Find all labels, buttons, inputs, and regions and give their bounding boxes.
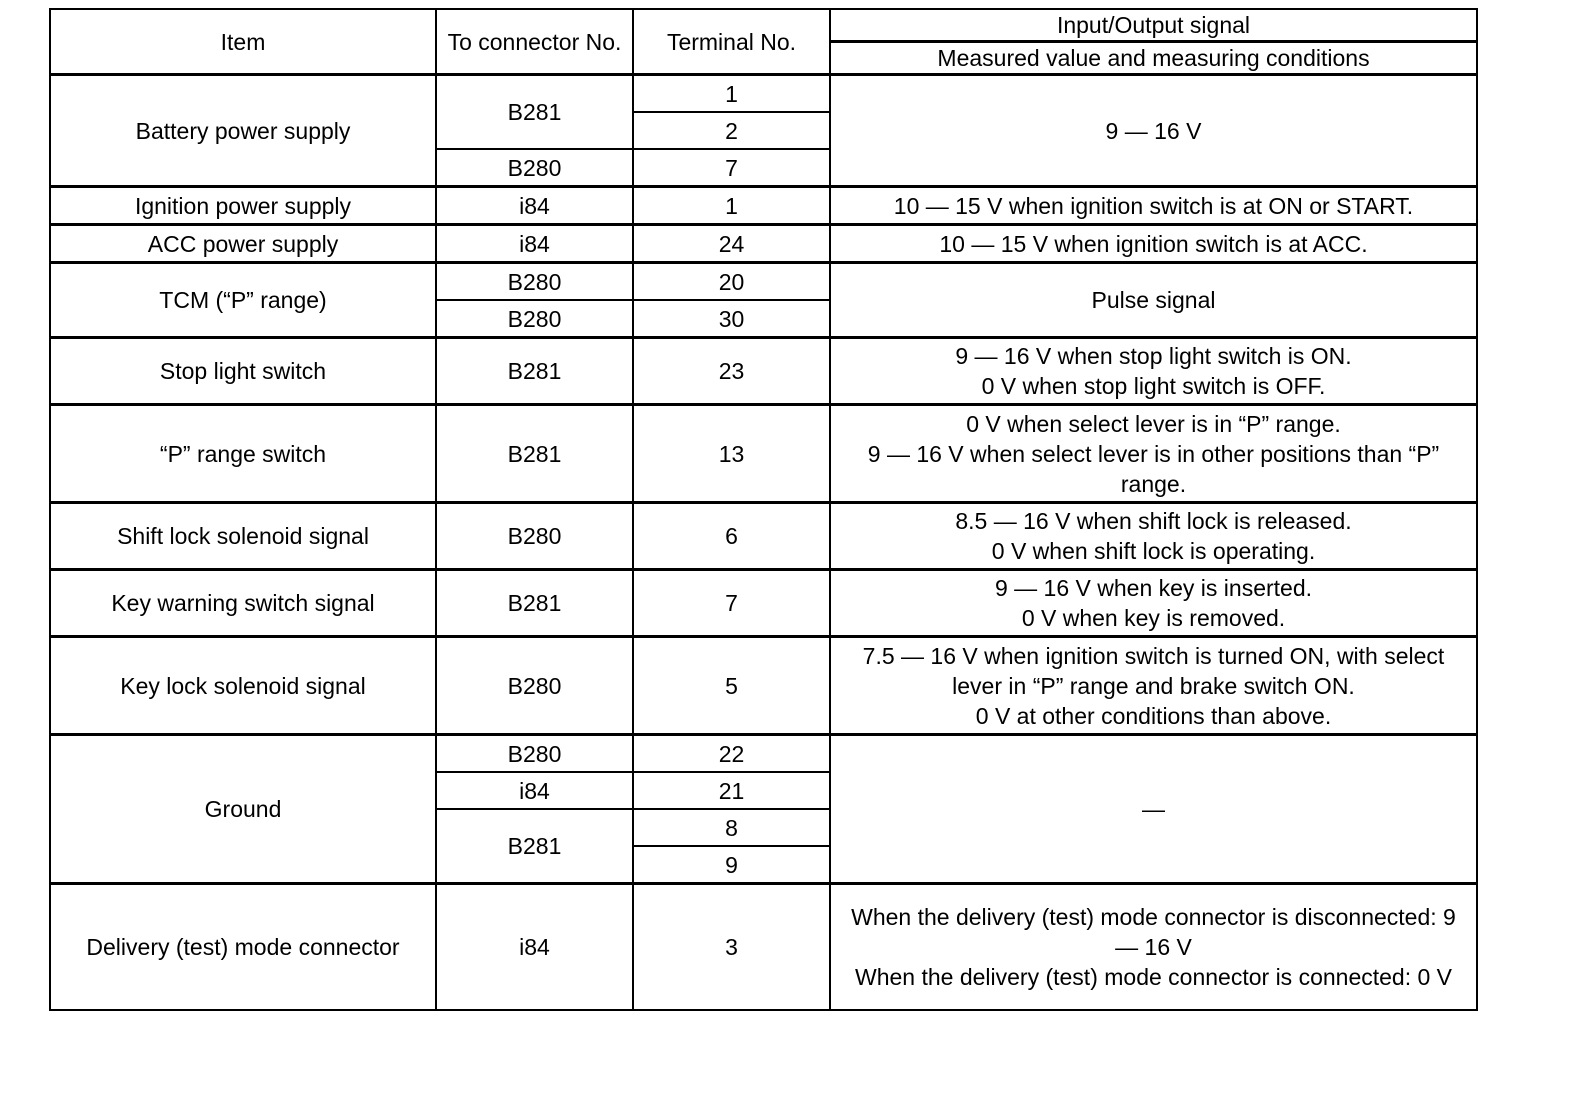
item-cell: “P” range switch [50, 405, 436, 503]
signal-line: 0 V when stop light switch is OFF. [981, 373, 1326, 399]
signal-cell [830, 405, 1477, 503]
terminal-cell: 7 [633, 570, 830, 637]
signal-cell: Pulse signal [830, 263, 1477, 338]
header-signal-group: Input/Output signal [830, 9, 1477, 42]
signal-line: 7.5 — 16 V when ignition switch is turned ON, with select lever in “P” range and brake switch ON. [862, 642, 1445, 699]
table-row [50, 263, 1477, 301]
signal-line: 0 V when select lever is in “P” range. [966, 410, 1341, 437]
connector-cell: B281 [436, 338, 633, 405]
connector-cell: B281 [436, 570, 633, 637]
connector-cell: i84 [436, 884, 633, 1011]
signal-cell [830, 637, 1477, 735]
terminal-cell: 6 [633, 503, 830, 570]
signal-cell [830, 503, 1477, 570]
terminal-cell: 8 [633, 809, 830, 846]
terminal-cell: 20 [633, 263, 830, 301]
table-row [50, 75, 1477, 113]
connector-cell: B280 [436, 735, 633, 773]
terminal-cell: 22 [633, 735, 830, 773]
terminal-cell: 2 [633, 112, 830, 149]
terminal-cell: 3 [633, 884, 830, 1011]
signal-line: 0 V when shift lock is operating. [991, 538, 1316, 564]
signal-line: 9 — 16 V when key is inserted. [994, 575, 1313, 601]
connector-cell: B280 [436, 149, 633, 187]
terminal-cell: 9 [633, 846, 830, 884]
item-cell: Ground [50, 735, 436, 884]
signal-cell [830, 338, 1477, 405]
table-row [50, 637, 1477, 735]
item-cell: Shift lock solenoid signal [50, 503, 436, 570]
table-row [50, 187, 1477, 225]
connector-cell: B281 [436, 75, 633, 150]
signal-line: When the delivery (test) mode connector is connected: 0 V [854, 964, 1453, 990]
connector-cell: B280 [436, 503, 633, 570]
connector-cell: i84 [436, 187, 633, 225]
signal-line: 9 — 16 V when stop light switch is ON. [955, 343, 1352, 369]
signal-cell [830, 570, 1477, 637]
terminal-cell: 30 [633, 300, 830, 338]
table-row [50, 570, 1477, 637]
signal-line: 0 V at other conditions than above. [975, 702, 1332, 729]
signal-line: 0 V when key is removed. [1021, 605, 1286, 631]
signal-cell: 10 — 15 V when ignition switch is at ON or START. [830, 187, 1477, 225]
item-cell: Stop light switch [50, 338, 436, 405]
terminal-cell: 7 [633, 149, 830, 187]
terminal-cell: 21 [633, 772, 830, 809]
item-cell: Delivery (test) mode connector [50, 884, 436, 1011]
table-row [50, 405, 1477, 503]
header-signal-sub: Measured value and measuring conditions [830, 42, 1477, 75]
connector-cell: i84 [436, 772, 633, 809]
connector-cell: B280 [436, 637, 633, 735]
connector-cell: B280 [436, 300, 633, 338]
item-cell: Ignition power supply [50, 187, 436, 225]
terminal-cell: 13 [633, 405, 830, 503]
connector-cell: B280 [436, 263, 633, 301]
item-cell: ACC power supply [50, 225, 436, 263]
signal-line: 9 — 16 V when select lever is in other positions than “P” range. [867, 440, 1440, 497]
table-row [50, 884, 1477, 1011]
table-row [50, 338, 1477, 405]
table-row [50, 225, 1477, 263]
item-cell: Key warning switch signal [50, 570, 436, 637]
header-connector: To connector No. [436, 9, 633, 75]
signal-cell: — [830, 735, 1477, 884]
signal-cell [830, 884, 1477, 1011]
header-item: Item [50, 9, 436, 75]
signal-cell: 10 — 15 V when ignition switch is at ACC. [830, 225, 1477, 263]
connector-cell: i84 [436, 225, 633, 263]
terminal-spec-table [49, 8, 1478, 1011]
signal-cell: 9 — 16 V [830, 75, 1477, 187]
connector-cell: B281 [436, 809, 633, 884]
terminal-cell: 1 [633, 75, 830, 113]
item-cell: Key lock solenoid signal [50, 637, 436, 735]
table-row [50, 503, 1477, 570]
terminal-cell: 1 [633, 187, 830, 225]
header-terminal: Terminal No. [633, 9, 830, 75]
item-cell: TCM (“P” range) [50, 263, 436, 338]
connector-cell: B281 [436, 405, 633, 503]
item-cell: Battery power supply [50, 75, 436, 187]
table-row [50, 735, 1477, 773]
terminal-cell: 23 [633, 338, 830, 405]
signal-line: 8.5 — 16 V when shift lock is released. [955, 508, 1352, 534]
terminal-cell: 24 [633, 225, 830, 263]
signal-line: When the delivery (test) mode connector is disconnected: 9 — 16 V [851, 904, 1456, 960]
terminal-cell: 5 [633, 637, 830, 735]
